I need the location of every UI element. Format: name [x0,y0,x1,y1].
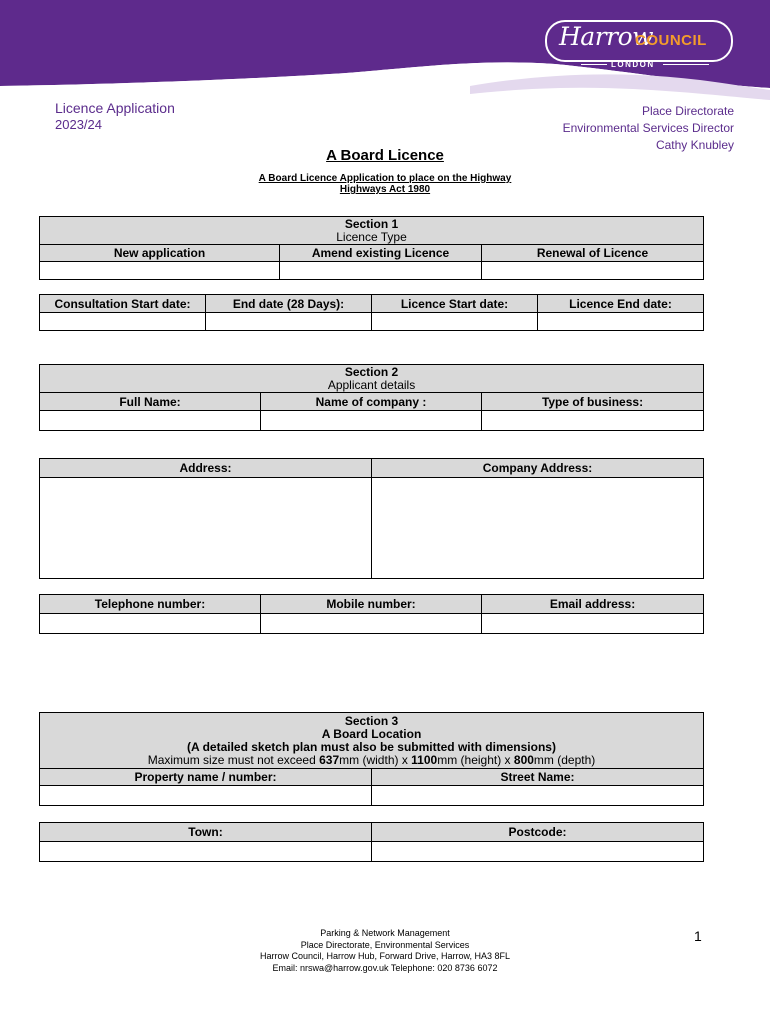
amend-licence-field[interactable] [280,262,482,280]
height-unit: mm (height) x [437,752,514,767]
section2-applicant-table [39,364,704,431]
page-subtitle: A Board Licence Application to place on the Highway [258,173,512,184]
property-name-label: Property name / number: [40,769,372,786]
section1-header [40,217,704,245]
address-field[interactable] [40,478,372,579]
email-label: Email address: [482,595,704,614]
sketch-plan-note: (A detailed sketch plan must also be submitted with dimensions) [187,739,556,754]
max-height-value: 1100 [411,752,438,767]
full-name-label: Full Name: [40,393,261,411]
footer-department: Parking & Network Management [320,928,450,938]
section2-heading: Section 2 [344,364,399,379]
postcode-label: Postcode: [372,823,704,842]
address-table [39,458,704,579]
end-date-label: End date (28 Days): [206,295,372,313]
director-name: Cathy Knubley [655,138,734,152]
end-date-field[interactable] [206,313,372,331]
mobile-label: Mobile number: [261,595,482,614]
legislation-reference: Highways Act 1980 [339,184,431,195]
section3-header [40,713,704,769]
company-name-label: Name of company : [261,393,482,411]
company-address-field[interactable] [372,478,704,579]
licence-end-field[interactable] [538,313,704,331]
section2-subheading: Applicant details [327,377,416,392]
address-label: Address: [40,459,372,478]
footer-contact: Email: nrswa@harrow.gov.uk Telephone: 020 8736 6072 [272,962,498,973]
town-postcode-table [39,822,704,862]
consultation-start-field[interactable] [40,313,206,331]
amend-licence-label: Amend existing Licence [280,245,482,262]
consultation-start-label: Consultation Start date: [40,295,206,313]
logo-divider-right [663,64,709,65]
street-name-label: Street Name: [372,769,704,786]
max-depth-value: 800 [513,752,534,767]
page-title: A Board Licence [326,147,444,164]
section1-subheading: Licence Type [336,229,407,244]
licence-end-label: Licence End date: [538,295,704,313]
contact-table [39,594,704,634]
business-type-label: Type of business: [482,393,704,411]
page-number: 1 [694,928,702,944]
email-field[interactable] [482,614,704,634]
application-title: Licence Application [55,100,175,116]
page-footer [0,928,770,974]
business-type-field[interactable] [482,411,704,431]
postcode-field[interactable] [372,842,704,862]
town-field[interactable] [40,842,372,862]
licence-start-label: Licence Start date: [372,295,538,313]
director-role: Environmental Services Director [562,121,734,135]
logo-divider-left [581,64,607,65]
licence-start-field[interactable] [372,313,538,331]
footer-directorate: Place Directorate, Environmental Services [300,939,470,950]
licence-dates-table [39,294,704,331]
logo-council-text: COUNCIL [635,32,707,49]
footer-address: Harrow Council, Harrow Hub, Forward Drive, Harrow, HA3 8FL [259,951,511,961]
section2-header [40,365,704,393]
town-label: Town: [40,823,372,842]
company-name-field[interactable] [261,411,482,431]
telephone-field[interactable] [40,614,261,634]
max-size-prefix: Maximum size must not exceed [147,752,320,767]
harrow-council-logo [545,20,733,76]
full-name-field[interactable] [40,411,261,431]
max-size-note [40,754,703,767]
mobile-field[interactable] [261,614,482,634]
street-name-field[interactable] [372,786,704,806]
section1-heading: Section 1 [344,216,399,231]
renewal-licence-label: Renewal of Licence [482,245,704,262]
company-address-label: Company Address: [372,459,704,478]
depth-unit: mm (depth) [533,752,596,767]
width-unit: mm (width) x [339,752,412,767]
section3-location-table [39,712,704,806]
section3-heading: Section 3 [344,713,399,728]
renewal-licence-field[interactable] [482,262,704,280]
telephone-label: Telephone number: [40,595,261,614]
logo-london-text: LONDON [611,60,655,69]
directorate-name: Place Directorate [641,104,734,118]
logo-harrow-text: Harrow [559,22,654,51]
property-name-field[interactable] [40,786,372,806]
new-application-label: New application [40,245,280,262]
new-application-field[interactable] [40,262,280,280]
max-width-value: 637 [319,752,340,767]
section3-subheading: A Board Location [321,726,422,741]
application-year: 2023/24 [55,117,102,132]
section1-licence-type-table [39,216,704,280]
